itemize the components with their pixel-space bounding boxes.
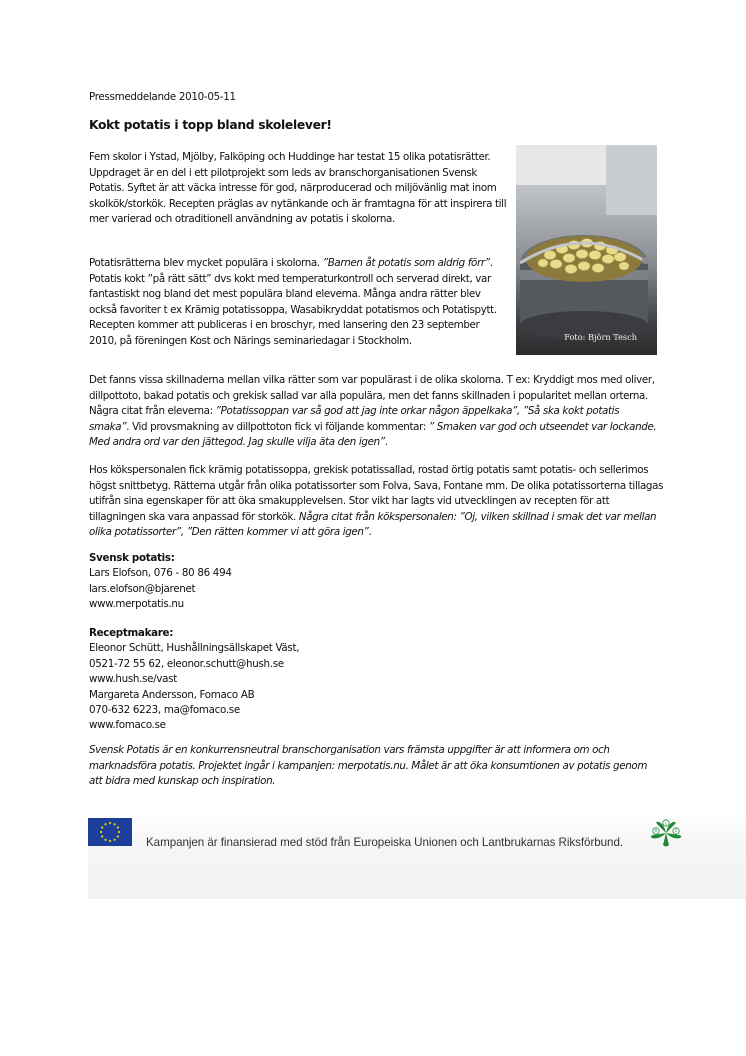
paragraph-intro: Fem skolor i Ystad, Mjölby, Falköping och Huddinge har testat 15 olika potatisrätter. Uppdraget är en del i ett pilotprojekt som leds av branschorganisationen Svensk Potatis. Syftet är att väcka intresse för god, närproducerad och miljövänlig mat inom skolkök/storkök. Recepten präglas av nytänkande och är framtagna för att inspirera till mer varierad och otraditionell användning av potatis i skolorna. (89, 151, 507, 225)
paragraph-text: Potatisrätterna blev mycket populära i skolorna. (89, 257, 323, 269)
photo-credit: Foto: Björn Tesch (564, 332, 637, 342)
contact-receptmakare (89, 626, 299, 734)
potato-pot-illustration (516, 145, 657, 355)
quote-text: ”Potatissoppan var så god att jag inte orkar någon äppelkaka”, ”Så ska kokt potatis smaka” (89, 405, 620, 433)
contact-line: Lars Elofson, 076 - 80 86 494 (89, 567, 232, 580)
lrf-letter: R (654, 828, 658, 834)
paragraph-differences (89, 373, 659, 451)
quote-text: ” Smaken var god och utseendet var lockande. Med andra ord var den jättegod. Jag skulle vilja äta den igen” (89, 420, 657, 448)
paragraph-text: . (368, 526, 372, 538)
paragraph-text: Det fanns vissa skillnaderna mellan vilka rätter som var populärast i de olika skolorna. T ex: Kryddigt mos med oliver, dillpottoto, bakad potatis och grekisk sallad var alla populära, men det fanns skillnaden i popularitet mellan orterna. Några citat från eleverna: (89, 374, 655, 417)
quote-text: Några citat från kökspersonalen: ”Oj, vilken skillnad i smak det var mellan olika potatissorter”, ”Den rätten kommer vi att göra igen” (89, 510, 657, 538)
paragraph-text: . Potatis kokt ”på rätt sätt” dvs kokt med temperaturkontroll och serverad direkt, var fantastiskt nog bland det mest populära bland eleverna. Många andra rätter blev också favoriter t ex Krämig potatissoppa, Wasabikryddat potatismos och Potatispytt. Recepten kommer att publiceras i en broschyr, med lansering den 23 september 2010, på föreningen Kost och Närings seminariedagar i Stockholm. (89, 257, 497, 347)
contact-line: 070-632 6223, ma@fomaco.se (89, 704, 240, 717)
contact-line: Eleonor Schütt, Hushållningsällskapet Väst, (89, 642, 300, 655)
contact-website[interactable]: www.hush.se/vast (89, 673, 177, 686)
lrf-logo-icon (647, 818, 685, 848)
contact-line: 0521-72 55 62, eleonor.schutt@hush.se (89, 657, 284, 670)
paragraph-text: . Vid provsmakning av dillpottoton fick vi följande kommentar: (126, 420, 429, 433)
closing-note: Svensk Potatis är en konkurrensneutral branschorganisation vars främsta uppgifter är att informera om och marknadsföra potatis. Projektet ingår i kampanjen: merpotatis.nu. Målet är att öka konsumtionen av potatis genom att bidra med kunskap och inspiration. (89, 744, 648, 787)
quote-text: ”Barnen åt potatis som aldrig förr” (322, 257, 490, 269)
paragraph-text: Hos kökspersonalen fick krämig potatissoppa, grekisk potatissallad, rostad örtig potatis samt potatis- och sellerimos högst snittbetyg. Rätterna utgår från olika potatissorter som Folva, Sava, Fontane mm. De olika potatissorterna tillagas utifrån sina egenskaper för att öka smakupplevelsen. Stor vikt har lagts vid utvecklingen av recepten för att tillagningen ska vara anpassad för storkök. (89, 464, 664, 523)
contact-website[interactable]: www.merpotatis.nu (89, 598, 184, 611)
lrf-letter: F (674, 828, 678, 834)
press-release-date: Pressmeddelande 2010-05-11 (89, 91, 236, 103)
eu-stars (88, 818, 132, 846)
contact-line: Margareta Andersson, Fomaco AB (89, 688, 255, 701)
paragraph-popularity (89, 256, 509, 349)
contact-heading: Receptmakare: (89, 627, 174, 639)
contact-email[interactable]: lars.elofson@bjarenet (89, 582, 196, 595)
contact-svensk-potatis (89, 551, 232, 613)
potato-pot-photo (516, 145, 657, 355)
lrf-letter: L (664, 820, 668, 826)
paragraph-kitchen-staff (89, 463, 664, 541)
eu-flag-icon (88, 818, 132, 846)
paragraph-text: . (384, 436, 388, 448)
campaign-funding-text: Kampanjen är finansierad med stöd från Europeiska Unionen och Lantbrukarnas Riksförbund. (146, 836, 624, 849)
contact-heading: Svensk potatis: (89, 552, 175, 564)
contact-website[interactable]: www.fomaco.se (89, 719, 166, 732)
page-title: Kokt potatis i topp bland skolelever! (89, 118, 332, 132)
